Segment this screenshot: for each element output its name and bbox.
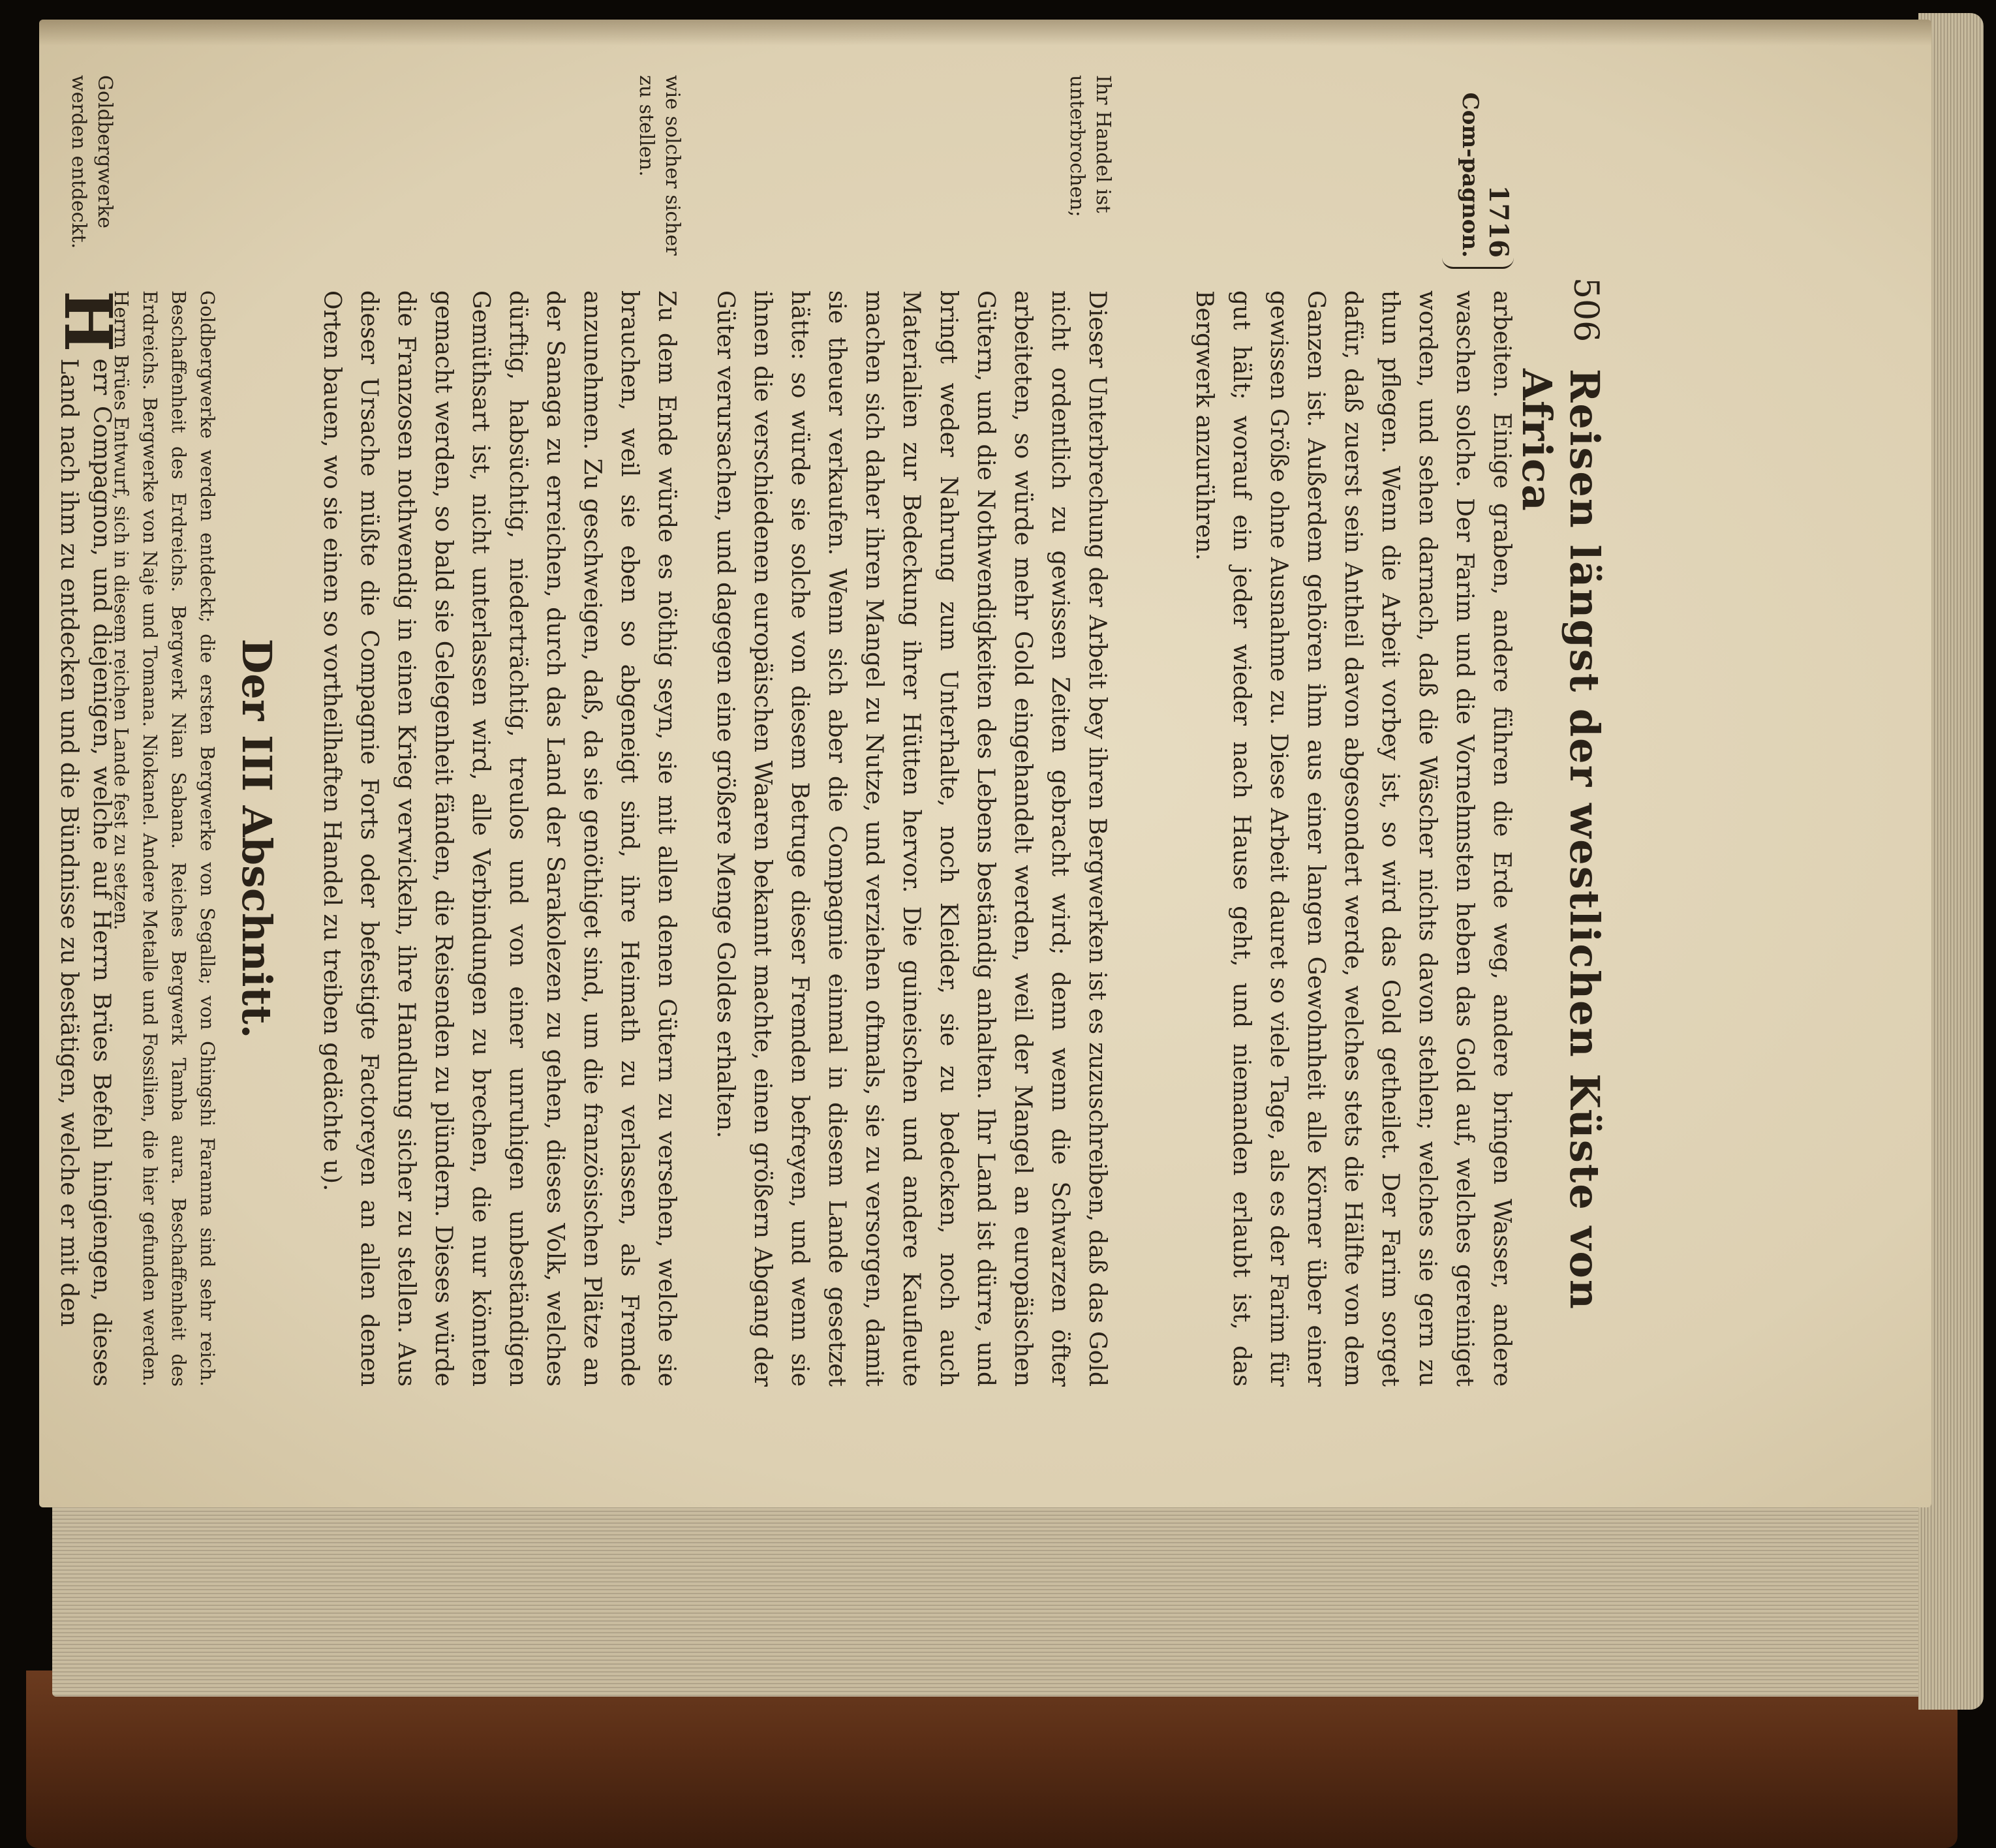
paragraph-2: Dieser Unterbrechung der Arbeit bey ihren Bergwerken ist es zuzuschreiben, daß das Gold nicht ordentlich zu gewissen Zeiten gebracht wird; denn wenn die Schwarzen öfter arbeiteten, so würde mehr Gold eingehandelt werden, weil der Mangel an europäischen Gütern, und die Nothwendigkeiten des Lebens beständig anhalten. Ihr Land ist dürre, und bringt weder Nahrung zum Unterhalte, noch Kleider, sie zu bedecken, noch auch Materialien zur Bedeckung ihrer Hütten hervor. Die guineischen und andere Kaufleute machen sich daher ihren Mangel zu Nutze, und verziehen oftmals, sie zu versorgen, damit sie theuer verkaufen. Wenn sich aber die Compagnie einmal in diesem Lande gesetzet hätte: so würde sie solche von diesem Betruge dieser Fremden befreyen, und wenn sie ihnen die verschiedenen europäischen Waaren bekannt machte, einen größern Abgang der Güter verursachen, und dagegen eine größere Menge Goldes erhalten. <box>712 290 1111 1387</box>
running-head: Reisen längst der westlichen Küste von Africa <box>1513 369 1608 1310</box>
page-stack-edge <box>52 1481 1931 1697</box>
year-label: 1716 <box>1483 185 1514 258</box>
book-page <box>39 20 1931 1507</box>
final-paragraph <box>50 290 127 1387</box>
section-title: Der III Abschnitt. <box>233 638 281 1039</box>
book-cover-edge <box>26 1671 1958 1848</box>
brace-mark <box>1442 258 1514 269</box>
page-number: 506 <box>1566 277 1605 343</box>
margin-note-2: wie solcher sicher zu stellen. <box>635 75 684 256</box>
rotated-text-layer <box>39 62 1612 1406</box>
margin-note-3: Goldbergwerke werden entdeckt. <box>67 75 116 249</box>
year-marker <box>1457 88 1514 258</box>
final-paragraph-text: err Compagnon, und diejenigen, welche auf Herrn Brües Befehl hingiengen, dieses Land nach ihm zu entdecken und die Bündnisse zu bestätigen, welche er mit den <box>55 358 115 1387</box>
paragraph-1: arbeiten. Einige graben, andere führen die Erde weg, andere bringen Wasser, andere waschen solche. Der Farim und die Vornehmsten heben das Gold auf, welches gereiniget worden, und sehen darnach, daß die Wäscher nichts davon stehlen; welches sie gern zu thun pflegen. Wenn die Arbeit vorbey ist, so wird das Gold getheilet. Der Farim sorget dafür, daß zuerst sein Antheil davon abgesondert werde, welches stets die Hälfte von dem Ganzen ist. Außerdem gehören ihm aus einer langen Gewohnheit alle Körner über einer gewissen Größe ohne Ausnahme zu. Diese Arbeit dauret so viele Tage, als es der Farim für gut hält; worauf ein jeder wieder nach Hause geht, und niemanden erlaubt ist, das Bergwerk anzurühren. <box>1191 290 1515 1387</box>
section-summary: Goldbergwerke werden entdeckt; die ersten Bergwerke von Segalla; von Ghingshi Faranna sind sehr reich. Beschaffenheit des Erdreichs. Bergwerk Nian Sabana. Reiches Bergwerk Tamba aura. Beschaffenheit des Erdreichs. Bergwerke von Naje und Tomana. Niokanel. Andere Metalle und Fossilien, die hier gefunden werden. Herrn Brües Entwurf, sich in diesem reichen Lande fest zu setzen. <box>110 290 219 1387</box>
drop-cap: H <box>50 290 127 352</box>
paragraph-3: Zu dem Ende würde es nöthig seyn, sie mit allen denen Gütern zu versehen, welche sie brauchen, weil sie eben so abgeneigt sind, ihre Heimath zu verlassen, als Fremde anzunehmen. Zu geschweigen, daß, da sie genöthiget sind, um die französischen Plätze an der Sanaga zu erreichen, durch das Land der Sarakolezen zu gehen, dieses Volk, welches dürftig, habsüchtig, niederträchtig, treulos und von einer unruhigen unbeständigen Gemüthsart ist, nicht unterlassen wird, alle Verbindungen zu brechen, die nur könnten gemacht werden, so bald sie Gelegenheit fänden, die Reisenden zu plündern. Dieses würde die Franzosen nothwendig in einen Krieg verwickeln, ihre Handlung sicher zu stellen. Aus dieser Ursache müßte die Compagnie Forts oder befestigte Factoreyen an allen denen Orten bauen, wo sie einen so vortheilhaften Handel zu treiben gedächte u). <box>318 290 680 1387</box>
year-sub-label: Com-pagnon. <box>1457 92 1483 258</box>
margin-note-1: Ihr Handel ist unterbrochen; <box>1066 75 1114 217</box>
page-header <box>1513 62 1612 1406</box>
